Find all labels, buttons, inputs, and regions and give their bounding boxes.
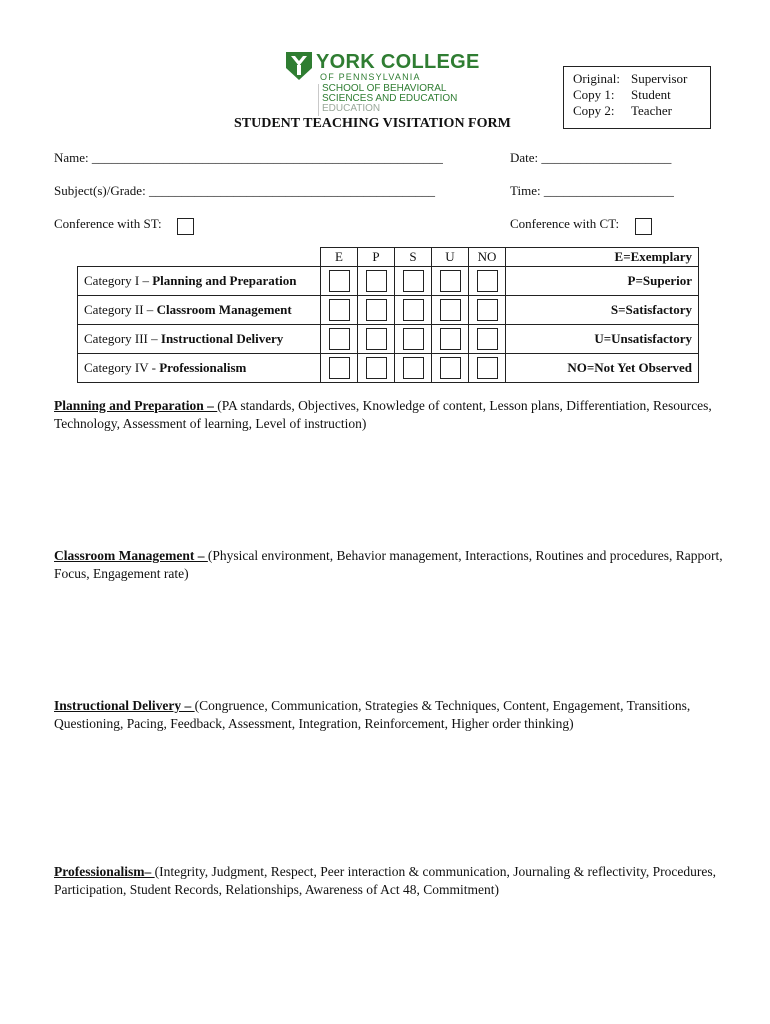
category-name: Planning and Preparation <box>152 273 297 288</box>
section-instructional-delivery[interactable] <box>54 697 724 733</box>
category-name: Instructional Delivery <box>160 331 284 346</box>
rating-checkbox-p[interactable] <box>366 357 387 379</box>
copy-row <box>573 87 710 103</box>
rating-checkbox-p[interactable] <box>366 328 387 350</box>
section-professionalism[interactable] <box>54 863 724 899</box>
category-cell <box>78 296 321 325</box>
section-description: (PA standards, Objectives, Knowledge of content, Lesson plans, Differentiation, Resources, Technology, Assessment of learning, Level of instruction) <box>54 398 712 431</box>
table-row <box>78 354 699 383</box>
rating-cell <box>395 267 432 296</box>
date-field[interactable]: Date: ____________________ <box>510 150 672 165</box>
rating-cell <box>469 267 506 296</box>
category-name: Classroom Management <box>156 302 292 317</box>
rating-cell <box>395 296 432 325</box>
rating-cell <box>432 267 469 296</box>
category-name: Professionalism <box>159 360 247 375</box>
rating-cell <box>321 325 358 354</box>
category-prefix: Category II – <box>84 302 157 317</box>
name-field[interactable]: Name: ______________________________________________________ <box>54 150 443 165</box>
rating-cell <box>395 354 432 383</box>
rating-cell <box>432 296 469 325</box>
category-cell <box>78 354 321 383</box>
section-heading: Professionalism– <box>54 864 155 879</box>
rating-checkbox-no[interactable] <box>477 270 498 292</box>
rating-checkbox-e[interactable] <box>329 270 350 292</box>
logo-school-name <box>322 84 457 114</box>
rating-checkbox-p[interactable] <box>366 299 387 321</box>
rating-cell <box>469 354 506 383</box>
rating-checkbox-s[interactable] <box>403 357 424 379</box>
copy-label: Original: <box>573 71 620 86</box>
york-shield-icon <box>284 50 314 82</box>
table-row <box>78 296 699 325</box>
section-description: (Integrity, Judgment, Respect, Peer interaction & communication, Journaling & reflectivity, Procedures, Participation, Student Records, Relationships, Awareness of Act 48, Commitment) <box>54 864 716 897</box>
rating-cell <box>358 325 395 354</box>
rating-cell <box>469 325 506 354</box>
logo-subtitle: OF PENNSYLVANIA <box>320 72 421 82</box>
rating-checkbox-no[interactable] <box>477 299 498 321</box>
rating-checkbox-no[interactable] <box>477 357 498 379</box>
copy-row <box>573 103 710 119</box>
rating-checkbox-e[interactable] <box>329 357 350 379</box>
rating-checkbox-p[interactable] <box>366 270 387 292</box>
legend-entry: P=Superior <box>506 267 699 296</box>
category-prefix: Category I – <box>84 273 153 288</box>
section-planning-preparation[interactable] <box>54 397 724 433</box>
rating-cell <box>321 267 358 296</box>
column-header-e: E <box>321 248 358 267</box>
rating-cell <box>395 325 432 354</box>
table-row <box>78 267 699 296</box>
category-prefix: Category IV - <box>84 360 160 375</box>
conference-ct-checkbox[interactable] <box>635 218 652 235</box>
form-title: STUDENT TEACHING VISITATION FORM <box>234 116 511 131</box>
copy-recipient: Teacher <box>631 103 672 118</box>
legend-entry: S=Satisfactory <box>506 296 699 325</box>
college-logo <box>284 50 524 120</box>
rating-header-row <box>78 248 699 267</box>
copy-distribution-box <box>563 66 711 129</box>
section-heading: Instructional Delivery – <box>54 698 195 713</box>
column-header-no: NO <box>469 248 506 267</box>
logo-school-line: SCIENCES AND EDUCATION <box>322 93 458 104</box>
rating-cell <box>321 296 358 325</box>
legend-exemplary: E=Exemplary <box>506 248 699 267</box>
rating-checkbox-s[interactable] <box>403 299 424 321</box>
copy-row <box>573 71 710 87</box>
rating-checkbox-u[interactable] <box>440 328 461 350</box>
section-heading: Classroom Management – <box>54 548 208 563</box>
rating-checkbox-e[interactable] <box>329 328 350 350</box>
subject-grade-field[interactable]: Subject(s)/Grade: ____________________________________________ <box>54 183 435 198</box>
logo-school-line: SCHOOL OF BEHAVIORAL <box>322 83 447 94</box>
legend-entry: U=Unsatisfactory <box>506 325 699 354</box>
section-classroom-management[interactable] <box>54 547 724 583</box>
conference-st-checkbox[interactable] <box>177 218 194 235</box>
rating-cell <box>321 354 358 383</box>
category-cell <box>78 325 321 354</box>
copy-label: Copy 1: <box>573 87 615 102</box>
logo-title: YORK COLLEGE <box>316 51 480 73</box>
logo-school-line: EDUCATION <box>322 103 381 114</box>
rating-checkbox-s[interactable] <box>403 270 424 292</box>
column-header-u: U <box>432 248 469 267</box>
copy-recipient: Supervisor <box>631 71 688 86</box>
copy-recipient: Student <box>631 87 671 102</box>
logo-divider <box>318 84 319 116</box>
column-header-s: S <box>395 248 432 267</box>
time-field[interactable]: Time: ____________________ <box>510 183 674 198</box>
rating-checkbox-no[interactable] <box>477 328 498 350</box>
rating-cell <box>358 354 395 383</box>
legend-entry: NO=Not Yet Observed <box>506 354 699 383</box>
rating-cell <box>432 325 469 354</box>
rating-checkbox-s[interactable] <box>403 328 424 350</box>
rating-checkbox-e[interactable] <box>329 299 350 321</box>
rating-cell <box>358 296 395 325</box>
section-description: (Congruence, Communication, Strategies & Techniques, Content, Engagement, Transitions, Questioning, Pacing, Feedback, Assessment, Integration, Reinforcement, Higher order thinking) <box>54 698 691 731</box>
column-header-p: P <box>358 248 395 267</box>
rating-cell <box>358 267 395 296</box>
category-prefix: Category III – <box>84 331 161 346</box>
category-cell <box>78 267 321 296</box>
rating-checkbox-u[interactable] <box>440 299 461 321</box>
rating-checkbox-u[interactable] <box>440 357 461 379</box>
copy-label: Copy 2: <box>573 103 615 118</box>
section-description: (Physical environment, Behavior management, Interactions, Routines and procedures, Rapport, Focus, Engagement rate) <box>54 548 723 581</box>
table-row <box>78 325 699 354</box>
section-heading: Planning and Preparation – <box>54 398 218 413</box>
rating-checkbox-u[interactable] <box>440 270 461 292</box>
conference-st-label: Conference with ST: <box>54 216 162 231</box>
header-blank <box>78 248 321 267</box>
rating-cell <box>469 296 506 325</box>
rating-cell <box>432 354 469 383</box>
rating-table <box>77 247 699 383</box>
conference-ct-label: Conference with CT: <box>510 216 620 231</box>
